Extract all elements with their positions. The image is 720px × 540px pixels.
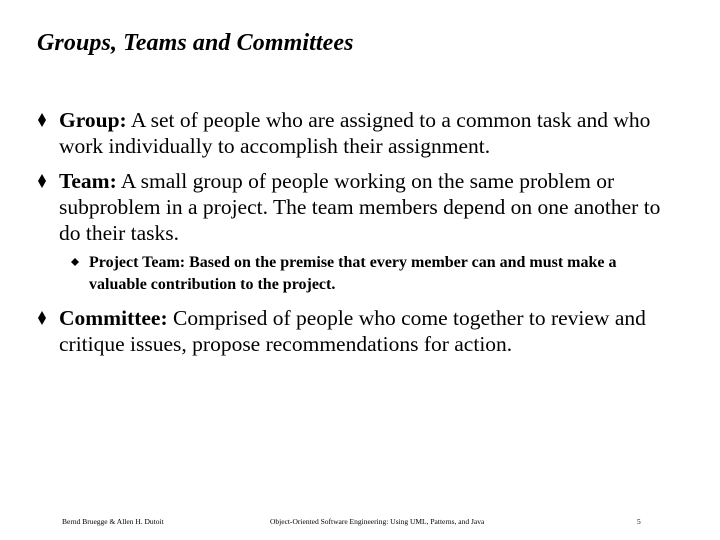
footer-authors: Bernd Bruegge & Allen H. Dutoit [62, 517, 164, 526]
bullet-committee-text [59, 305, 677, 357]
bullet-group-term: Group: [59, 108, 127, 132]
bullet-committee [37, 305, 677, 357]
bullet-committee-term: Committee: [59, 306, 168, 330]
footer-course-title: Object-Oriented Software Engineering: Using UML, Patterns, and Java [270, 517, 485, 526]
bullet-group [37, 107, 677, 159]
diamond-bullet-icon [37, 112, 47, 128]
bullet-committee-definition: Comprised of people who come together to review and critique issues, propose recommendations for action. [59, 306, 646, 356]
bullet-team-text [59, 168, 677, 246]
bullet-group-text [59, 107, 677, 159]
sub-bullet-project-team-text: Project Team: Based on the premise that every member can and must make a valuable contribution to the project. [89, 254, 617, 293]
bullet-team-definition: A small group of people working on the same problem or subproblem in a project. The team members depend on one another to do their tasks. [59, 169, 661, 245]
square-bullet-icon [71, 258, 79, 266]
footer-page-number: 5 [637, 517, 641, 526]
diamond-bullet-icon [37, 310, 47, 326]
sub-bullet-project-team [71, 252, 661, 296]
bullet-group-definition: A set of people who are assigned to a common task and who work individually to accomplish their assignment. [59, 108, 651, 158]
slide-title: Groups, Teams and Committees [37, 30, 354, 56]
bullet-team-term: Team: [59, 169, 117, 193]
bullet-team [37, 168, 677, 246]
diamond-bullet-icon [37, 173, 47, 189]
